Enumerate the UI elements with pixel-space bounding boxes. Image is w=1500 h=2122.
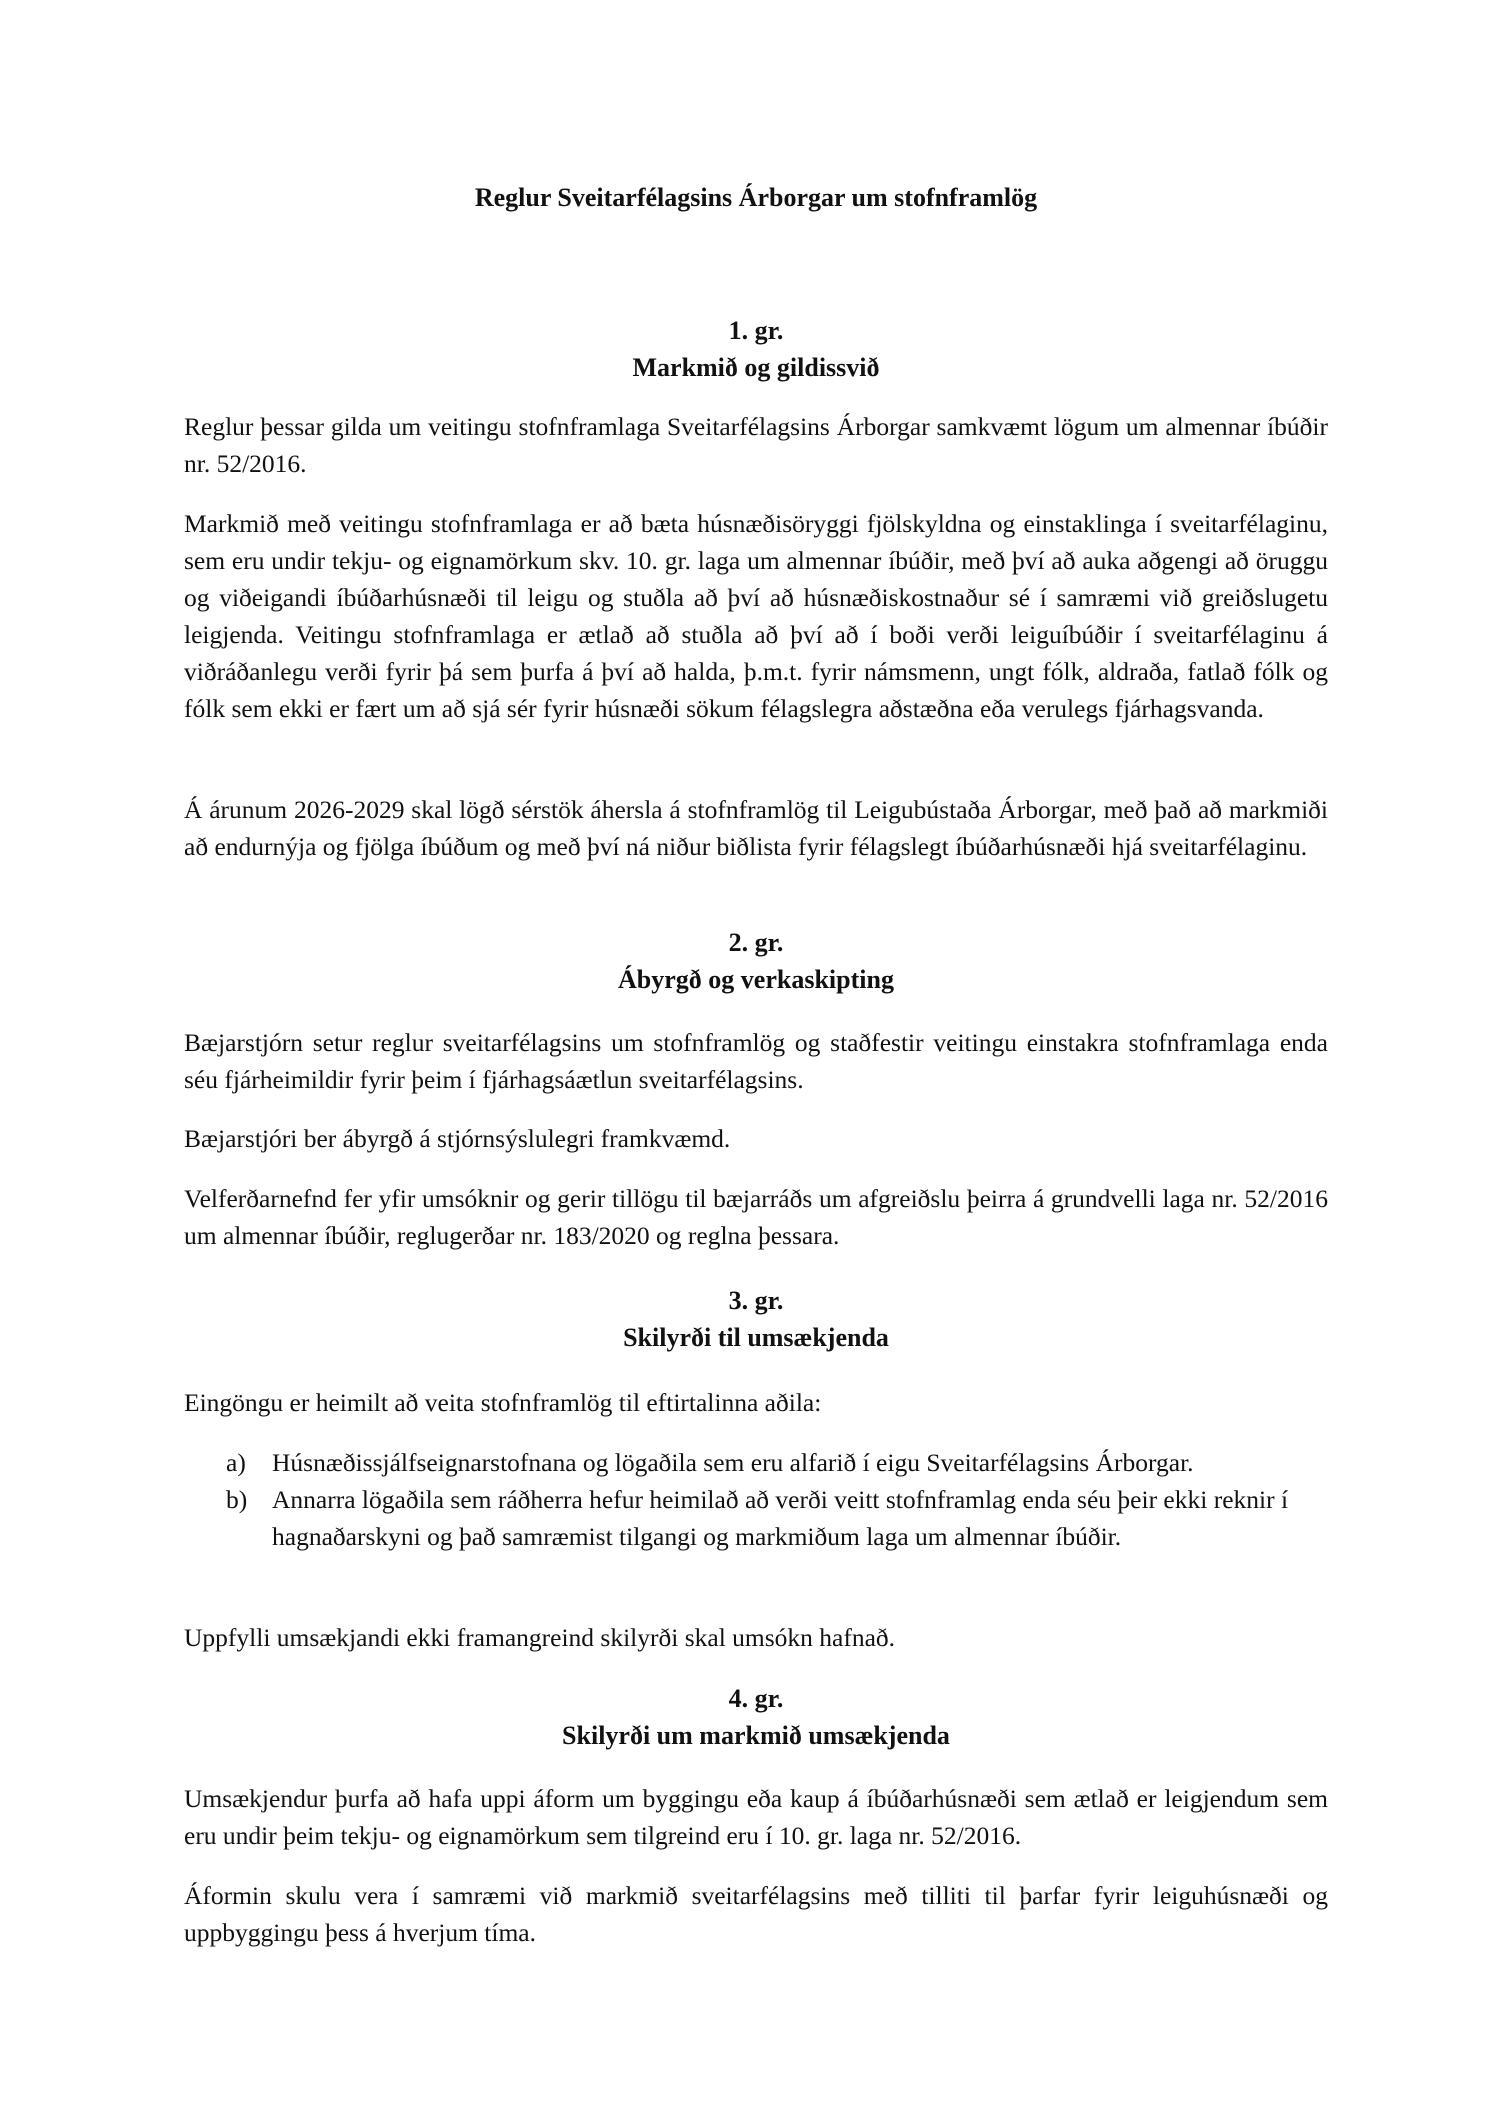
- section-2-heading: [184, 924, 1328, 998]
- section-1-paragraph-2: Markmið með veitingu stofnframlaga er að bæta húsnæðisöryggi fjölskyldna og einstaklinga í sveitarfélaginu, sem eru undir tekju- og eignamörkum skv. 10. gr. laga um almennar íbúðir, með því að auka aðgengi að öruggu og viðeigandi íbúðarhúsnæði til leigu og stuðla að því að húsnæðiskostnaður sé í samræmi við greiðslugetu leigjenda. Veitingu stofnframlaga er ætlað að stuðla að því að í boði verði leiguíbúðir í sveitarfélaginu á viðráðanlegu verði fyrir þá sem þurfa á því að halda, þ.m.t. fyrir námsmenn, ungt fólk, aldraða, fatlað fólk og fólk sem ekki er fært um að sjá sér fyrir húsnæði sökum félagslegra aðstæðna eða verulegs fjárhagsvanda.: [184, 509, 1328, 723]
- section-number: 2. gr.: [728, 928, 784, 957]
- section-title: Markmið og gildissvið: [632, 353, 880, 382]
- list-item-text: Annarra lögaðila sem ráðherra hefur heimilað að verði veitt stofnframlag enda séu þeir ekki reknir í hagnaðarskyni og það samræmist tilgangi og markmiðum laga um almennar íbúðir.: [272, 1485, 1289, 1551]
- section-2-paragraph-2: Bæjarstjóri ber ábyrgð á stjórnsýslulegri framkvæmd.: [184, 1124, 731, 1153]
- eligibility-list: [184, 1444, 1328, 1555]
- section-1-paragraph-1: Reglur þessar gilda um veitingu stofnframlaga Sveitarfélagsins Árborgar samkvæmt lögum um almennar íbúðir nr. 52/2016.: [184, 412, 1328, 478]
- section-4-paragraph-2: Áformin skulu vera í samræmi við markmið sveitarfélagsins með tilliti til þarfar fyrir leiguhúsnæði og uppbyggingu þess á hverjum tíma.: [184, 1881, 1328, 1947]
- list-item: [184, 1481, 1328, 1555]
- section-1-paragraph-3: Á árunum 2026-2029 skal lögð sérstök áhersla á stofnframlög til Leigubústaða Árborgar, með það að markmiði að endurnýja og fjölga íbúðum og með því ná niður biðlista fyrir félagslegt íbúðarhúsnæði hjá sveitarfélaginu.: [184, 795, 1328, 861]
- section-title: Ábyrgð og verkaskipting: [618, 965, 894, 994]
- section-number: 1. gr.: [728, 316, 784, 345]
- section-number: 3. gr.: [728, 1286, 784, 1315]
- section-title: Skilyrði um markmið umsækjenda: [562, 1721, 950, 1750]
- section-1-heading: [184, 312, 1328, 386]
- list-item: [184, 1444, 1328, 1481]
- list-marker: b): [226, 1485, 248, 1514]
- section-2-paragraph-1: Bæjarstjórn setur reglur sveitarfélagsins um stofnframlög og staðfestir veitingu einstakra stofnframlaga enda séu fjárheimildir fyrir þeim í fjárhagsáætlun sveitarfélagsins.: [184, 1028, 1328, 1094]
- section-title: Skilyrði til umsækjenda: [623, 1323, 889, 1352]
- section-4-heading: [184, 1680, 1328, 1754]
- list-marker: a): [226, 1448, 246, 1477]
- section-3-heading: [184, 1282, 1328, 1356]
- section-number: 4. gr.: [728, 1684, 784, 1713]
- section-3-closing: Uppfylli umsækjandi ekki framangreind skilyrði skal umsókn hafnað.: [184, 1623, 896, 1652]
- section-3-paragraph-1: Eingöngu er heimilt að veita stofnframlög til eftirtalinna aðila:: [184, 1388, 822, 1417]
- section-4-paragraph-1: Umsækjendur þurfa að hafa uppi áform um byggingu eða kaup á íbúðarhúsnæði sem ætlað er leigjendum sem eru undir þeim tekju- og eignamörkum sem tilgreind eru í 10. gr. laga nr. 52/2016.: [184, 1784, 1328, 1850]
- list-item-text: Húsnæðissjálfseignarstofnana og lögaðila sem eru alfarið í eigu Sveitarfélagsins Árborgar.: [272, 1448, 1194, 1477]
- section-2-paragraph-3: Velferðarnefnd fer yfir umsóknir og gerir tillögu til bæjarráðs um afgreiðslu þeirra á grundvelli laga nr. 52/2016 um almennar íbúðir, reglugerðar nr. 183/2020 og reglna þessara.: [184, 1184, 1328, 1250]
- document-title: Reglur Sveitarfélagsins Árborgar um stofnframlög: [474, 183, 1038, 212]
